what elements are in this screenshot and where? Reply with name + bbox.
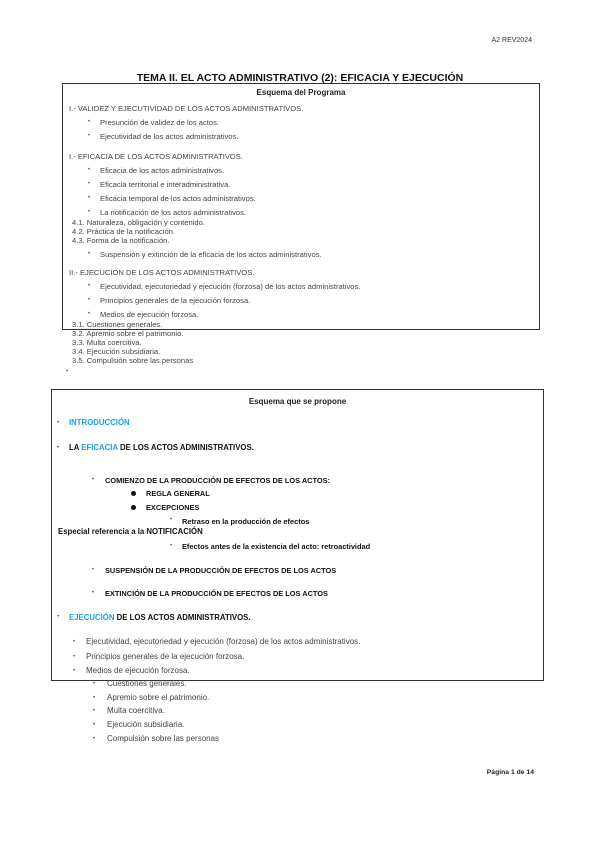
bullet-icon: • <box>88 195 91 201</box>
retraso-efectos: Retraso en la producción de efectos <box>182 517 310 526</box>
list-item: Ejecución subsidiaria. <box>107 720 185 729</box>
page-number: Página 1 de 14 <box>486 769 534 776</box>
bullet-icon: • <box>93 722 96 728</box>
bullet-icon: • <box>92 477 95 483</box>
bullet-icon <box>131 505 136 510</box>
bullet-icon <box>131 491 136 496</box>
list-item: Principios generales de la ejecución forzosa. <box>86 652 245 661</box>
revision-label: A2 REV2024 <box>491 37 532 44</box>
programa-section-1: I.- VALIDEZ Y EJECUTIVIDAD DE LOS ACTOS ADMINISTRATIVOS. <box>69 104 304 113</box>
bullet-icon: • <box>92 567 95 573</box>
programa-heading: Esquema del Programa <box>256 88 346 97</box>
programa-section-3: II.- EJECUCIÓN DE LOS ACTOS ADMINISTRATIVOS. <box>69 268 255 277</box>
bullet-icon: • <box>73 668 76 674</box>
list-item: 3.5. Compulsión sobre las personas <box>72 356 194 365</box>
list-item: 4.1. Naturaleza, obligación y contenido. <box>72 218 205 227</box>
list-item: Principios generales de la ejecución forzosa. <box>100 296 251 305</box>
list-item: Apremio sobre el patrimonio. <box>107 693 210 702</box>
list-item: 3.3. Multa coercitiva. <box>72 338 142 347</box>
regla-general: REGLA GENERAL <box>146 489 210 498</box>
intro-heading: INTRODUCCIÓN <box>69 418 130 427</box>
propuesta-heading: Esquema que se propone <box>248 397 347 406</box>
list-item: Ejecutividad, ejecutoriedad y ejecución (forzosa) de los actos administrativos. <box>100 282 361 291</box>
bullet-icon: • <box>93 708 96 714</box>
ejecucion-heading: EJECUCIÓN DE LOS ACTOS ADMINISTRATIVOS. <box>69 613 251 622</box>
extincion-heading: EXTINCIÓN DE LA PRODUCCIÓN DE EFECTOS DE LOS ACTOS <box>105 589 328 598</box>
bullet-icon: • <box>170 543 173 549</box>
bullet-icon: • <box>57 445 60 451</box>
list-item: Medios de ejecución forzosa. <box>100 310 199 319</box>
list-item: La notificación de los actos administrativos. <box>100 208 247 217</box>
efectos-retroactividad: Efectos antes de la existencia del acto: retroactividad <box>182 542 371 551</box>
list-item: Eficacia de los actos administrativos. <box>100 166 225 175</box>
bullet-icon: • <box>88 311 91 317</box>
bullet-icon: • <box>88 297 91 303</box>
comienzo-heading: COMIENZO DE LA PRODUCCIÓN DE EFECTOS DE LOS ACTOS: <box>105 476 331 485</box>
bullet-icon: • <box>88 119 91 125</box>
bullet-icon: • <box>93 695 96 701</box>
list-item: Compulsión sobre las personas <box>107 734 220 743</box>
list-item: Eficacia temporal de los actos administrativos. <box>100 194 256 203</box>
bullet-icon: • <box>88 209 91 215</box>
list-item: 4.3. Forma de la notificación. <box>72 236 170 245</box>
bullet-icon: • <box>73 654 76 660</box>
list-item: 3.1. Cuestiones generales. <box>72 320 163 329</box>
list-item: Eficacia territorial e interadministrativa. <box>100 180 231 189</box>
bullet-icon: • <box>93 681 96 687</box>
bullet-icon: • <box>88 181 91 187</box>
list-item: Cuestiones generales. <box>107 679 187 688</box>
bullet-icon: • <box>66 369 69 375</box>
bullet-icon: • <box>57 614 60 620</box>
programa-section-2: I.- EFICACIA DE LOS ACTOS ADMINISTRATIVOS. <box>69 152 243 161</box>
list-item: Ejecutividad de los actos administrativos. <box>100 132 239 141</box>
list-item: Multa coercitiva. <box>107 706 165 715</box>
excepciones: EXCEPCIONES <box>146 503 200 512</box>
page-title: TEMA II. EL ACTO ADMINISTRATIVO (2): EFICACIA Y EJECUCIÓN <box>136 72 464 84</box>
list-item: 4.2. Práctica de la notificación. <box>72 227 175 236</box>
list-item: Presunción de validez de los actos. <box>100 118 220 127</box>
list-item: Suspensión y extinción de la eficacia de los actos administrativos. <box>100 250 322 259</box>
bullet-icon: • <box>73 639 76 645</box>
eficacia-heading: LA EFICACIA DE LOS ACTOS ADMINISTRATIVOS. <box>69 443 254 452</box>
bullet-icon: • <box>88 283 91 289</box>
list-item: 3.2. Apremio sobre el patrimonio. <box>72 329 184 338</box>
list-item: Medios de ejecución forzosa. <box>86 666 190 675</box>
bullet-icon: • <box>92 590 95 596</box>
bullet-icon: • <box>88 133 91 139</box>
especial-notificacion: Especial referencia a la NOTIFICACIÓN <box>58 527 203 536</box>
bullet-icon: • <box>88 167 91 173</box>
list-item: 3.4. Ejecución subsidiaria. <box>72 347 161 356</box>
bullet-icon: • <box>57 420 60 426</box>
suspension-heading: SUSPENSIÓN DE LA PRODUCCIÓN DE EFECTOS DE LOS ACTOS <box>105 566 337 575</box>
bullet-icon: • <box>88 251 91 257</box>
bullet-icon: • <box>170 517 173 523</box>
bullet-icon: • <box>93 736 96 742</box>
list-item: Ejecutividad, ejecutoriedad y ejecución (forzosa) de los actos administrativos. <box>86 637 361 646</box>
